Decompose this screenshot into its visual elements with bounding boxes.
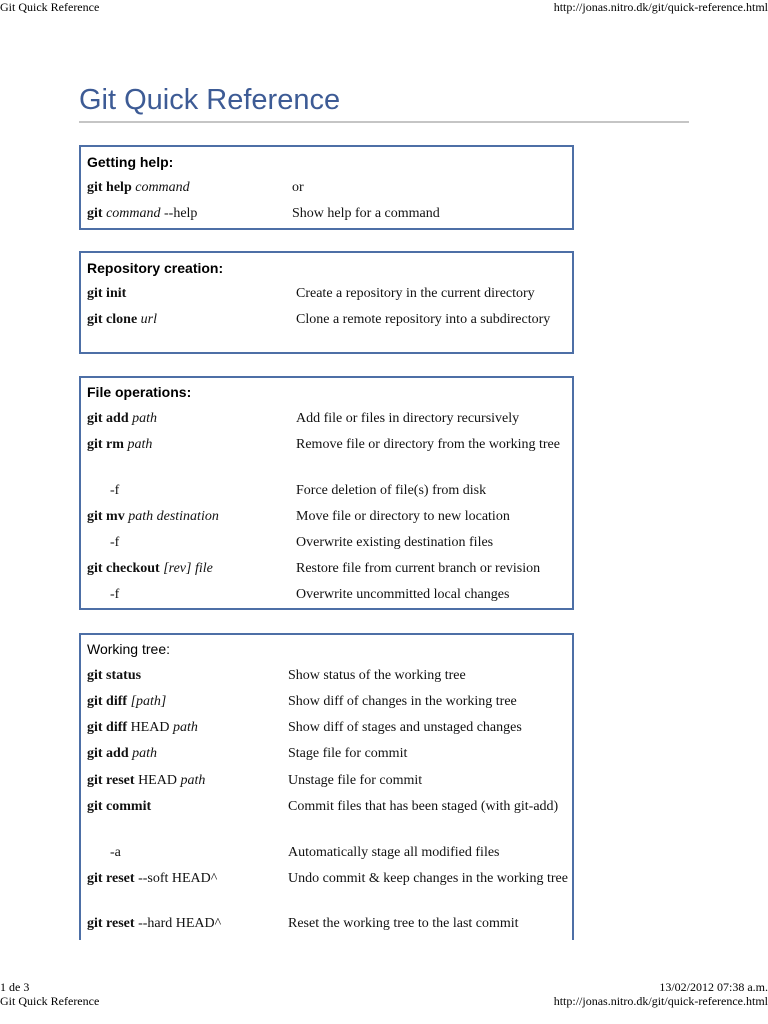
command-description: Force deletion of file(s) from disk bbox=[296, 483, 487, 498]
command-flag: -f bbox=[110, 483, 120, 498]
print-footer-date: 13/02/2012 07:38 a.m. bbox=[659, 980, 768, 994]
command: git init bbox=[87, 286, 127, 301]
command-description: Overwrite existing destination files bbox=[296, 535, 494, 550]
command-description: or bbox=[292, 180, 304, 195]
command-flag: -a bbox=[110, 845, 121, 860]
command-description: Move file or directory to new location bbox=[296, 509, 510, 524]
section-repository-creation bbox=[79, 251, 574, 354]
command-description: Automatically stage all modified files bbox=[288, 845, 500, 860]
section-title: Getting help: bbox=[87, 154, 174, 170]
command: git reset --soft HEAD^ bbox=[87, 871, 218, 886]
section-file-operations bbox=[79, 376, 574, 610]
command-description: Show diff of stages and unstaged changes bbox=[288, 720, 522, 735]
page-title: Git Quick Reference bbox=[79, 84, 341, 116]
command: git mv path destination bbox=[87, 509, 219, 524]
title-divider bbox=[79, 121, 689, 123]
command-description: Reset the working tree to the last commit bbox=[288, 916, 519, 931]
command-description: Unstage file for commit bbox=[288, 773, 423, 788]
command: git diff [path] bbox=[87, 694, 167, 709]
print-footer-page-number: 1 de 3 bbox=[0, 980, 30, 994]
section-getting-help bbox=[79, 145, 574, 230]
print-footer-url: http://jonas.nitro.dk/git/quick-reference.html bbox=[553, 994, 768, 1008]
print-header-url: http://jonas.nitro.dk/git/quick-reference.html bbox=[553, 0, 768, 14]
command: git rm path bbox=[87, 437, 153, 452]
section-working-tree bbox=[79, 633, 574, 940]
command-description: Show diff of changes in the working tree bbox=[288, 694, 517, 709]
command: git help command bbox=[87, 180, 190, 195]
section-title: Repository creation: bbox=[87, 260, 224, 276]
print-footer-title: Git Quick Reference bbox=[0, 994, 100, 1008]
command-flag: -f bbox=[110, 587, 120, 602]
print-header-title: Git Quick Reference bbox=[0, 0, 100, 14]
command-description: Overwrite uncommitted local changes bbox=[296, 587, 510, 602]
command-description: Remove file or directory from the working tree bbox=[296, 437, 560, 452]
command-description: Stage file for commit bbox=[288, 746, 408, 761]
command-description: Show help for a command bbox=[292, 206, 440, 221]
command: git command --help bbox=[87, 206, 198, 221]
section-title: File operations: bbox=[87, 384, 192, 400]
command: git commit bbox=[87, 799, 152, 814]
command-description: Undo commit & keep changes in the working tree bbox=[288, 871, 568, 886]
command: git diff HEAD path bbox=[87, 720, 198, 735]
command-description: Create a repository in the current directory bbox=[296, 286, 535, 301]
command-description: Add file or files in directory recursively bbox=[296, 411, 520, 426]
command-description: Show status of the working tree bbox=[288, 668, 466, 683]
command-flag: -f bbox=[110, 535, 120, 550]
section-title: Working tree: bbox=[87, 641, 170, 657]
command-description: Commit files that has been staged (with git-add) bbox=[288, 799, 559, 814]
command: git checkout [rev] file bbox=[87, 561, 213, 576]
command: git clone url bbox=[87, 312, 157, 327]
command: git add path bbox=[87, 411, 158, 426]
command-description: Restore file from current branch or revision bbox=[296, 561, 541, 576]
command: git reset HEAD path bbox=[87, 773, 206, 788]
command-description: Clone a remote repository into a subdirectory bbox=[296, 312, 551, 327]
command: git reset --hard HEAD^ bbox=[87, 916, 222, 931]
command: git add path bbox=[87, 746, 158, 761]
command: git status bbox=[87, 668, 142, 683]
